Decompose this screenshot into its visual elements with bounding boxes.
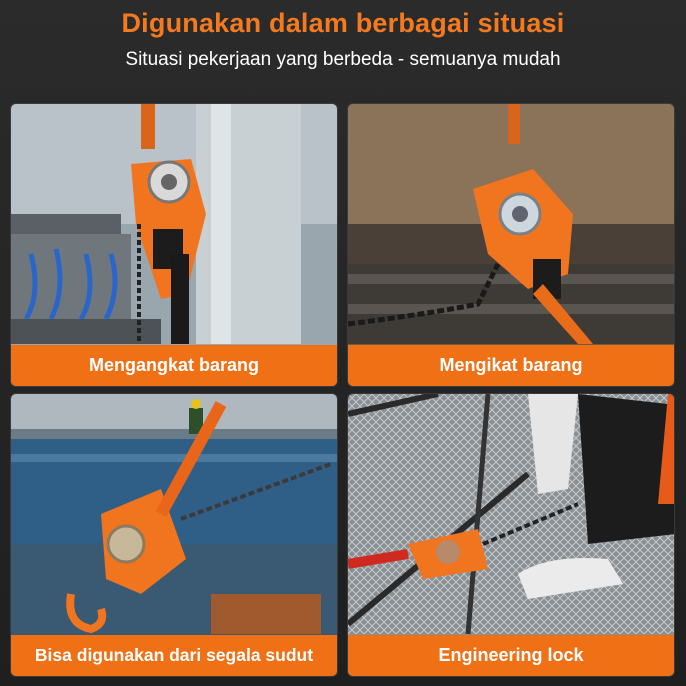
panel-caption: Mengikat barang — [348, 345, 674, 386]
panel-any-angle — [10, 393, 338, 677]
panel-caption: Engineering lock — [348, 635, 674, 676]
panel-binding — [347, 103, 675, 387]
panel-caption: Bisa digunakan dari segala sudut — [11, 635, 337, 676]
page-title: Digunakan dalam berbagai situasi — [121, 8, 565, 38]
page-subtitle: Situasi pekerjaan yang berbeda - semuanya mudah — [125, 49, 561, 70]
panel-lifting — [10, 103, 338, 387]
panel-caption: Mengangkat barang — [11, 345, 337, 386]
panel-engineering-lock — [347, 393, 675, 677]
